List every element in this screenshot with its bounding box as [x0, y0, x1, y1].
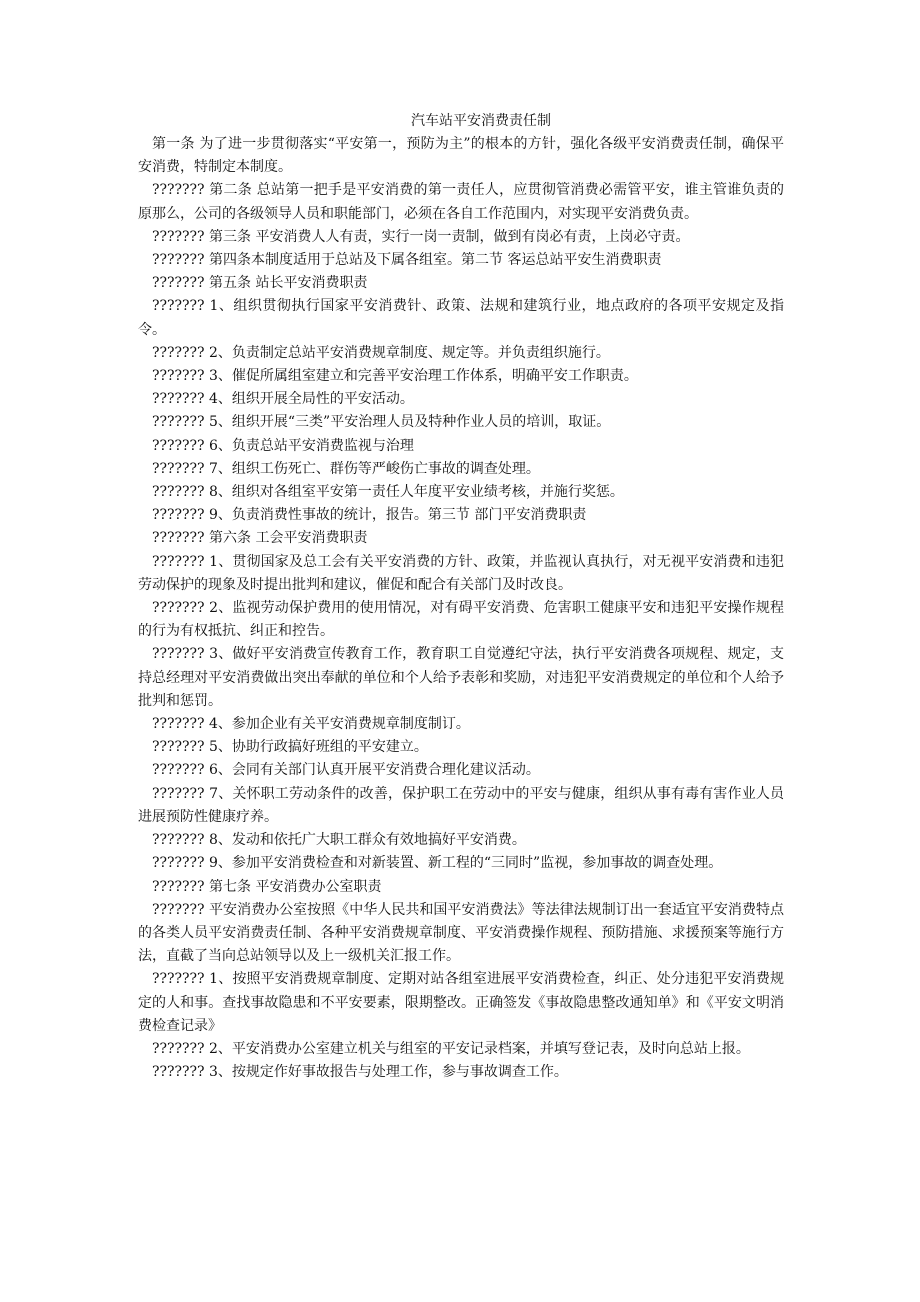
- body-paragraph: ??????? 9、负责消费性事故的统计，报告。第三节 部门平安消费职责: [152, 507, 587, 524]
- body-paragraph: ??????? 8、发动和依托广大职工群众有效地搞好平安消费。: [152, 832, 526, 849]
- body-paragraph: ??????? 7、关怀职工劳动条件的改善，保护职工在劳动中的平安与健康，组织从事有毒有害作业人员进展预防性健康疗养。: [138, 785, 784, 825]
- body-paragraph: ??????? 第六条 工会平安消费职责: [152, 530, 368, 547]
- document-page: [138, 110, 784, 1084]
- body-paragraph: ??????? 3、做好平安消费宣传教育工作，教育职工自觉遵纪守法，执行平安消费各项规程、规定，支持总经理对平安消费做出突出奉献的单位和个人给予表彰和奖励，对违犯平安消费规定的单位和个人给予批判和惩罚。: [138, 646, 784, 709]
- body-paragraph: ??????? 6、负责总站平安消费监视与治理: [152, 437, 414, 454]
- body-paragraph: ??????? 平安消费办公室按照《中华人民共和国平安消费法》等法律法规制订出一套适宜平安消费特点的各类人员平安消费责任制、各种平安消费规章制度、平安消费操作规程、预防措施、求援预案等施行方法，直截了当向总站领导以及上一级机关汇报工作。: [138, 901, 784, 965]
- body-paragraph: ??????? 3、按规定作好事故报告与处理工作，参与事故调查工作。: [152, 1064, 568, 1081]
- body-paragraph: ??????? 5、协助行政搞好班组的平安建立。: [152, 739, 428, 756]
- body-paragraph: ??????? 4、组织开展全局性的平安活动。: [152, 391, 414, 408]
- body-paragraph: ??????? 第五条 站长平安消费职责: [152, 275, 368, 292]
- body-paragraph: ??????? 3、催促所属组室建立和完善平安治理工作体系，明确平安工作职责。: [152, 368, 638, 385]
- body-paragraph: 第一条 为了进一步贯彻落实“平安第一，预防为主”的根本的方针，强化各级平安消费责任制，确保平安消费，特制定本制度。: [138, 136, 784, 176]
- body-paragraph: ??????? 6、会同有关部门认真开展平安消费合理化建议活动。: [152, 762, 540, 779]
- body-paragraph: ??????? 1、贯彻国家及总工会有关平安消费的方针、政策，并监视认真执行，对无视平安消费和违犯劳动保护的现象及时提出批判和建议，催促和配合有关部门及时改良。: [138, 553, 784, 593]
- body-paragraph: ??????? 7、组织工伤死亡、群伤等严峻伤亡事故的调查处理。: [152, 460, 540, 477]
- body-paragraph: ??????? 第四条本制度适用于总站及下属各组室。第二节 客运总站平安生消费职责: [152, 252, 662, 269]
- body-paragraph: ??????? 2、平安消费办公室建立机关与组室的平安记录档案，并填写登记表，及时向总站上报。: [152, 1040, 750, 1057]
- document-body: [138, 133, 784, 1084]
- body-paragraph: ??????? 第七条 平安消费办公室职责: [152, 878, 382, 895]
- body-paragraph: ??????? 第二条 总站第一把手是平安消费的第一责任人，应贯彻管消费必需管平安，谁主管谁负责的原那么，公司的各级领导人员和职能部门，必须在各自工作范围内，对实现平安消费负责。: [138, 182, 784, 222]
- body-paragraph: ??????? 8、组织对各组室平安第一责任人年度平安业绩考核，并施行奖惩。: [152, 484, 624, 501]
- body-paragraph: ??????? 1、按照平安消费规章制度、定期对站各组室进展平安消费检查，纠正、处分违犯平安消费规定的人和事。查找事故隐患和不平安要素，限期整改。正确签发《事故隐患整改通知单》和《平安文明消费检查记录》: [138, 971, 784, 1034]
- document-title: 汽车站平安消费责任制: [411, 113, 551, 129]
- body-paragraph: ??????? 2、监视劳动保护费用的使用情况，对有碍平安消费、危害职工健康平安和违犯平安操作规程的行为有权抵抗、纠正和控告。: [138, 600, 784, 640]
- body-paragraph: ??????? 1、组织贯彻执行国家平安消费针、政策、法规和建筑行业，地点政府的各项平安规定及指令。: [138, 298, 784, 338]
- body-paragraph: ??????? 9、参加平安消费检查和对新装置、新工程的“三同时”监视，参加事故的调查处理。: [152, 855, 723, 872]
- body-paragraph: ??????? 第三条 平安消费人人有责，实行一岗一责制，做到有岗必有责，上岗必守责。: [152, 228, 690, 245]
- body-paragraph: ??????? 2、负责制定总站平安消费规章制度、规定等。并负责组织施行。: [152, 344, 610, 361]
- body-paragraph: ??????? 4、参加企业有关平安消费规章制度制订。: [152, 716, 470, 733]
- body-paragraph: ??????? 5、组织开展“三类”平安治理人员及特种作业人员的培训，取证。: [152, 414, 611, 431]
